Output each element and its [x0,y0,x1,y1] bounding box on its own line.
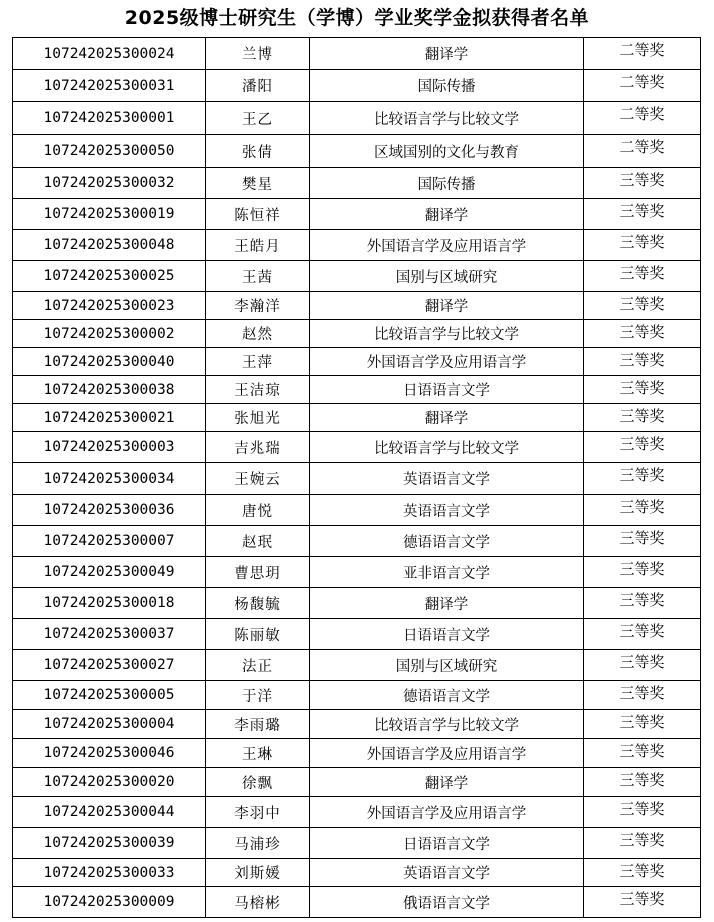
student-id-cell: 107242025300048 [13,230,206,261]
major-cell: 俄语语言文学 [310,887,584,918]
award-level-cell: 三等奖 [584,859,701,887]
student-name-cell: 赵然 [206,320,310,348]
award-level-cell: 三等奖 [584,432,701,463]
table-row [13,619,701,650]
table-row [13,463,701,495]
table-row [13,230,701,261]
student-name-cell: 徐飘 [206,768,310,797]
student-id-cell: 107242025300032 [13,168,206,199]
major-cell: 国别与区域研究 [310,650,584,681]
major-cell: 日语语言文学 [310,619,584,650]
table-row [13,739,701,768]
award-level-cell: 二等奖 [584,135,701,168]
table-row [13,135,701,168]
award-level-cell: 三等奖 [584,199,701,230]
major-cell: 外国语言学及应用语言学 [310,348,584,376]
award-level-cell: 三等奖 [584,681,701,710]
student-id-cell: 107242025300025 [13,261,206,292]
major-cell: 国别与区域研究 [310,261,584,292]
student-name-cell: 兰博 [206,38,310,70]
table-row [13,557,701,588]
table-row [13,681,701,710]
major-cell: 外国语言学及应用语言学 [310,797,584,828]
student-name-cell: 李羽中 [206,797,310,828]
award-level-cell: 三等奖 [584,619,701,650]
award-level-cell: 三等奖 [584,768,701,797]
student-id-cell: 107242025300037 [13,619,206,650]
major-cell: 外国语言学及应用语言学 [310,739,584,768]
major-cell: 亚非语言文学 [310,557,584,588]
award-level-cell: 三等奖 [584,348,701,376]
award-level-cell: 三等奖 [584,797,701,828]
table-row [13,797,701,828]
student-name-cell: 陈恒祥 [206,199,310,230]
student-id-cell: 107242025300049 [13,557,206,588]
student-id-cell: 107242025300031 [13,70,206,102]
table-row [13,859,701,887]
student-name-cell: 马浦珍 [206,828,310,859]
major-cell: 日语语言文学 [310,376,584,404]
student-id-cell: 107242025300002 [13,320,206,348]
student-id-cell: 107242025300001 [13,102,206,135]
major-cell: 德语语言文学 [310,526,584,557]
major-cell: 比较语言学与比较文学 [310,320,584,348]
student-name-cell: 王婉云 [206,463,310,495]
award-level-cell: 三等奖 [584,230,701,261]
awardee-table [12,37,701,918]
table-row [13,710,701,739]
award-level-cell: 三等奖 [584,710,701,739]
awardee-table-body [13,38,701,918]
major-cell: 英语语言文学 [310,463,584,495]
major-cell: 翻译学 [310,292,584,320]
student-id-cell: 107242025300027 [13,650,206,681]
student-id-cell: 107242025300023 [13,292,206,320]
student-name-cell: 刘斯媛 [206,859,310,887]
major-cell: 区域国别的文化与教育 [310,135,584,168]
student-name-cell: 曹思玥 [206,557,310,588]
major-cell: 比较语言学与比较文学 [310,102,584,135]
major-cell: 翻译学 [310,588,584,619]
table-row [13,828,701,859]
table-row [13,292,701,320]
student-id-cell: 107242025300009 [13,887,206,918]
student-name-cell: 杨馥毓 [206,588,310,619]
student-id-cell: 107242025300003 [13,432,206,463]
student-id-cell: 107242025300004 [13,710,206,739]
student-id-cell: 107242025300019 [13,199,206,230]
student-name-cell: 樊星 [206,168,310,199]
table-row [13,199,701,230]
student-id-cell: 107242025300040 [13,348,206,376]
award-level-cell: 三等奖 [584,828,701,859]
student-id-cell: 107242025300036 [13,495,206,526]
award-level-cell: 三等奖 [584,650,701,681]
table-row [13,495,701,526]
major-cell: 翻译学 [310,768,584,797]
student-id-cell: 107242025300020 [13,768,206,797]
table-row [13,102,701,135]
major-cell: 外国语言学及应用语言学 [310,230,584,261]
table-row [13,376,701,404]
major-cell: 德语语言文学 [310,681,584,710]
award-level-cell: 三等奖 [584,292,701,320]
award-level-cell: 三等奖 [584,320,701,348]
student-id-cell: 107242025300021 [13,404,206,432]
page-title: 2025级博士研究生（学博）学业奖学金拟获得者名单 [124,7,590,29]
student-id-cell: 107242025300038 [13,376,206,404]
table-row [13,404,701,432]
student-id-cell: 107242025300018 [13,588,206,619]
major-cell: 日语语言文学 [310,828,584,859]
table-row [13,38,701,70]
major-cell: 英语语言文学 [310,859,584,887]
award-level-cell: 二等奖 [584,102,701,135]
table-row [13,348,701,376]
student-id-cell: 107242025300005 [13,681,206,710]
student-name-cell: 赵珉 [206,526,310,557]
award-level-cell: 三等奖 [584,739,701,768]
major-cell: 翻译学 [310,38,584,70]
student-name-cell: 法正 [206,650,310,681]
student-name-cell: 于洋 [206,681,310,710]
student-name-cell: 王洁琼 [206,376,310,404]
student-name-cell: 王琳 [206,739,310,768]
award-level-cell: 二等奖 [584,70,701,102]
major-cell: 国际传播 [310,168,584,199]
major-cell: 国际传播 [310,70,584,102]
award-level-cell: 三等奖 [584,887,701,918]
table-row [13,70,701,102]
award-level-cell: 二等奖 [584,38,701,70]
table-row [13,168,701,199]
award-level-cell: 三等奖 [584,261,701,292]
student-id-cell: 107242025300024 [13,38,206,70]
major-cell: 比较语言学与比较文学 [310,710,584,739]
student-name-cell: 潘阳 [206,70,310,102]
student-id-cell: 107242025300039 [13,828,206,859]
award-level-cell: 三等奖 [584,526,701,557]
award-level-cell: 三等奖 [584,588,701,619]
table-row [13,887,701,918]
student-id-cell: 107242025300050 [13,135,206,168]
award-level-cell: 三等奖 [584,495,701,526]
award-level-cell: 三等奖 [584,168,701,199]
major-cell: 比较语言学与比较文学 [310,432,584,463]
student-name-cell: 李瀚洋 [206,292,310,320]
student-name-cell: 王萍 [206,348,310,376]
table-row [13,432,701,463]
award-level-cell: 三等奖 [584,463,701,495]
table-row [13,588,701,619]
award-level-cell: 三等奖 [584,557,701,588]
student-id-cell: 107242025300034 [13,463,206,495]
student-id-cell: 107242025300033 [13,859,206,887]
student-name-cell: 吉兆瑞 [206,432,310,463]
student-name-cell: 张旭光 [206,404,310,432]
student-name-cell: 唐悦 [206,495,310,526]
student-name-cell: 马榕彬 [206,887,310,918]
major-cell: 英语语言文学 [310,495,584,526]
student-name-cell: 陈丽敏 [206,619,310,650]
major-cell: 翻译学 [310,404,584,432]
table-row [13,261,701,292]
student-id-cell: 107242025300044 [13,797,206,828]
student-name-cell: 王皓月 [206,230,310,261]
award-level-cell: 三等奖 [584,404,701,432]
student-name-cell: 张倩 [206,135,310,168]
table-row [13,768,701,797]
table-row [13,320,701,348]
table-row [13,650,701,681]
student-id-cell: 107242025300046 [13,739,206,768]
student-id-cell: 107242025300007 [13,526,206,557]
table-row [13,526,701,557]
major-cell: 翻译学 [310,199,584,230]
award-level-cell: 三等奖 [584,376,701,404]
student-name-cell: 王乙 [206,102,310,135]
student-name-cell: 王茜 [206,261,310,292]
student-name-cell: 李雨璐 [206,710,310,739]
